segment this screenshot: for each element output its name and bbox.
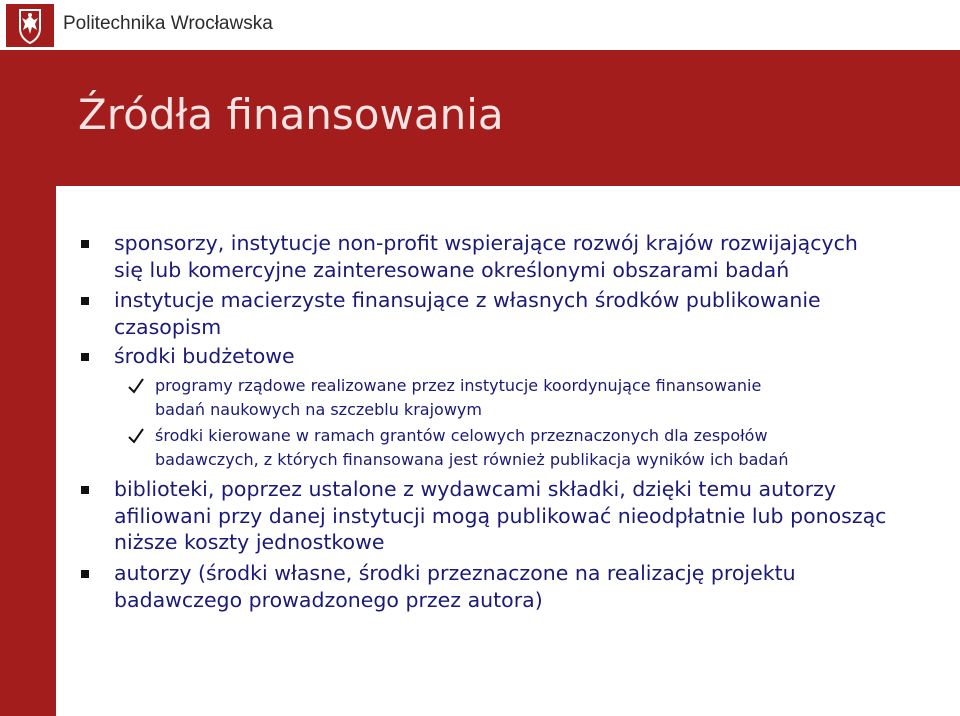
square-bullet-icon bbox=[81, 486, 89, 494]
list-item-text: instytucje macierzyste finansujące z własnych środków publikowanie czasopism bbox=[114, 288, 821, 339]
list-item-text: programy rządowe realizowane przez instytucje koordynujące finansowanie badań naukowych na szczeblu krajowym bbox=[155, 376, 762, 419]
header-bar bbox=[0, 0, 960, 50]
title-band bbox=[56, 50, 960, 186]
left-accent-bar bbox=[0, 50, 56, 716]
square-bullet-icon bbox=[81, 570, 89, 578]
checkmark-icon bbox=[128, 377, 144, 395]
checkmark-icon bbox=[128, 427, 144, 445]
university-name: Politechnika Wrocławska bbox=[63, 13, 273, 34]
list-item-text: środki budżetowe bbox=[114, 344, 295, 368]
square-bullet-icon bbox=[81, 297, 89, 305]
eagle-crest-icon bbox=[6, 4, 54, 47]
slide-title: Źródła finansowania bbox=[78, 90, 504, 139]
list-item-text: środki kierowane w ramach grantów celowych przeznaczonych dla zespołów badawczych, z których finansowana jest również publikacja wyników ich badań bbox=[155, 426, 789, 469]
square-bullet-icon bbox=[81, 240, 89, 248]
list-item-text: biblioteki, poprzez ustalone z wydawcami składki, dzięki temu autorzy afiliowani przy danej instytucji mogą publikować nieodpłatnie lub ponosząc niższe koszty jednostkowe bbox=[114, 477, 887, 554]
square-bullet-icon bbox=[81, 353, 89, 361]
slide-content bbox=[56, 186, 960, 716]
list-item-text: autorzy (środki własne, środki przeznaczone na realizację projektu badawczego prowadzonego przez autora) bbox=[114, 561, 796, 612]
list-item-text: sponsorzy, instytucje non-profit wspierające rozwój krajów rozwijających się lub komercyjne zainteresowane określonymi obszarami badań bbox=[114, 231, 858, 282]
